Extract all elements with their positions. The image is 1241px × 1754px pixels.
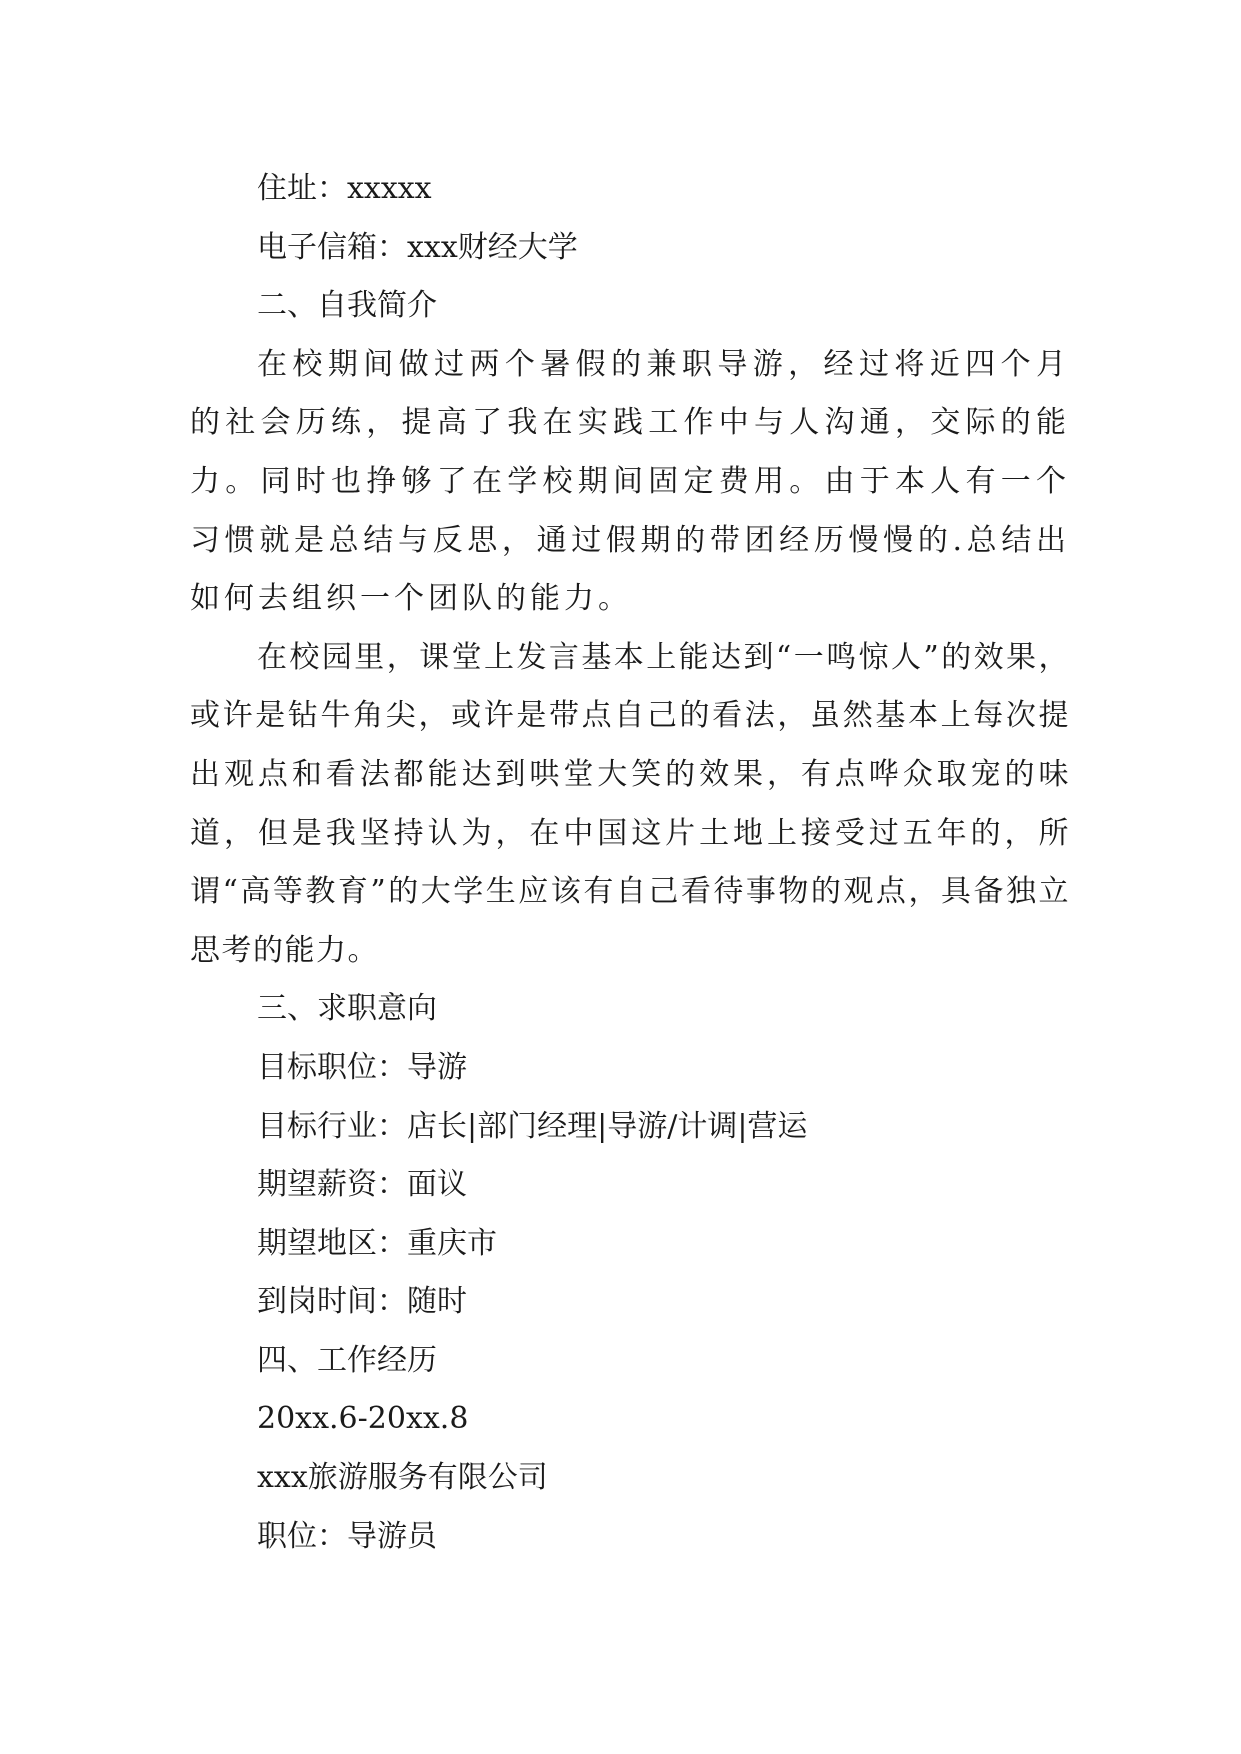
experience-heading: 四、工作经历 (257, 1342, 437, 1378)
availability-line: 到岗时间：随时 (257, 1284, 467, 1320)
address-line: 住址：xxxxx (257, 171, 432, 206)
period-line: 20xx.6-20xx.8 (257, 1401, 469, 1437)
target-industry-line: 目标行业：店长|部门经理|导游/计调|营运 (257, 1108, 808, 1144)
intro-heading: 二、自我简介 (257, 288, 437, 324)
intro-paragraph-2: 在校园里，课堂上发言基本上能达到“一鸣惊人”的效果，或许是钻牛角尖，或许是带点自己的看法，虽然基本上每次提出观点和看法都能达到哄堂大笑的效果，有点哗众取宠的味道，但是我坚持认为，在中国这片土地上接受过五年的，所谓“高等教育”的大学生应该有自己看待事物的观点，具备独立思考的能力。 (190, 639, 1070, 968)
company-line: xxx旅游服务有限公司 (257, 1460, 548, 1496)
position-line: 职位：导游员 (257, 1518, 437, 1554)
resume-body (190, 160, 1070, 1566)
objective-heading: 三、求职意向 (257, 991, 437, 1027)
intro-paragraph-1: 在校期间做过两个暑假的兼职导游，经过将近四个月的社会历练，提高了我在实践工作中与人沟通，交际的能力。同时也挣够了在学校期间固定费用。由于本人有一个习惯就是总结与反思，通过假期的带团经历慢慢的.总结出如何去组织一个团队的能力。 (190, 346, 1070, 617)
expected-salary-line: 期望薪资：面议 (257, 1167, 467, 1203)
target-position-line: 目标职位：导游 (257, 1049, 467, 1085)
email-line: 电子信箱：xxx财经大学 (257, 229, 578, 265)
expected-region-line: 期望地区：重庆市 (257, 1225, 497, 1261)
